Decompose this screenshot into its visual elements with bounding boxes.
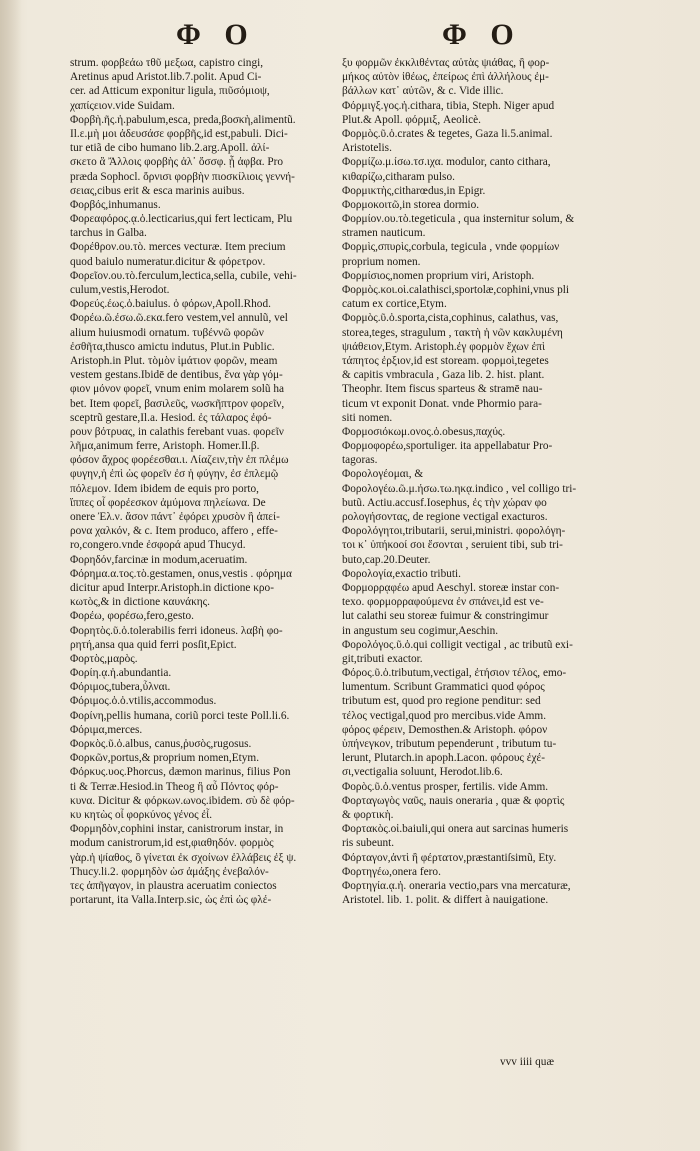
text-line: Φορμίον.ου.τὸ.tegeticula , qua insternitur solum, &: [342, 213, 575, 226]
text-line: μήκος αὐτὸν ἰθέως, ἐπείρως ἐπὶ ἀλλήλους ἐμ-: [342, 71, 549, 84]
text-line: Φορολογέω.ῶ.μ.ήσω.τω.ηκᾳ.indico , vel colligo tri-: [342, 482, 577, 495]
text-line: Φορολόγητοι,tributarii, serui,ministri. φορολόγη-: [342, 525, 566, 538]
text-line: ti & Terræ.Hesiod.in Theog ἢ αὖ Πόντος φόρ-: [70, 780, 279, 793]
text-line: ἐσθῆτα,thusco amictu indutus, Plut.in Public.: [70, 340, 275, 353]
text-line: Φόρος.ῦ.ὁ.tributum,vectigal, ἐτήσιον τέλος, emo-: [342, 667, 567, 680]
running-head-right: Φ Ο: [442, 18, 522, 51]
text-line: Φόρμιγξ.γος.ἡ.cithara, tibia, Steph. Niger apud: [342, 99, 555, 112]
text-line: Φορμοφορέω,sportuliger. ita appellabatur Pro-: [342, 440, 553, 453]
text-line: Φορμηδὸν,cophini instar, canistrorum instar, in: [70, 823, 284, 836]
text-line: catum ex cortice,Etym.: [342, 298, 447, 311]
left-column: [70, 56, 332, 907]
text-line: Φορκῶν,portus,& proprium nomen,Etym.: [70, 752, 260, 765]
text-line: Φορεύς.έως.ὁ.baiulus. ὁ φόρων,Apoll.Rhod.: [70, 298, 271, 311]
text-line: ρολογήσοντας, de regione vectigal exacturos.: [342, 511, 548, 523]
text-line: & φορτικὴ.: [342, 808, 394, 821]
signature-catchword: vvv iiii quæ: [500, 1056, 554, 1068]
text-line: λῆμα,animum ferre, Aristoph. Homer.Il.β.: [70, 440, 260, 453]
text-line: tarchus in Galba.: [70, 227, 147, 240]
text-line: storea,teges, stragulum , τακτὴ ἡ νῶν κακλυμένη: [342, 326, 563, 339]
text-line: φόσον ἄχρος φορέεσθαι.ι. Λίαζειν,τὴν ἐπ πλέμω: [70, 454, 289, 467]
right-column: [342, 56, 622, 907]
text-line: Φορμοκοιτῶ,in storea dormio.: [342, 198, 480, 211]
running-head-left: Φ Ο: [176, 18, 256, 51]
text-line: ris subeunt.: [342, 837, 395, 850]
text-line: ἵππες οἷ φορέεσκον ἀμύμονα πηλείωνα. De: [70, 496, 266, 509]
text-line: Aristoph.in Plut. τὸμὸν ἱμάτιον φορῶν, meam: [70, 354, 278, 367]
text-line: Il.ε.μὴ μοι ἀδευσάσε φορβῆς,id est,pabuli. Dici-: [70, 127, 288, 140]
text-line: Φορμὸς.ῦ.ὁ.crates & tegetes, Gaza li.5.animal.: [342, 127, 553, 140]
text-line: Φορταγωγὸς ναῦς, nauis oneraria , quæ & φορτὶς: [342, 794, 565, 807]
text-line: χαπίςειον.vide Suidam.: [70, 99, 175, 112]
text-line: Φορέω.ῶ.έσω.ῶ.εκα.fero vestem,vel annulũ, vel: [70, 312, 288, 325]
text-line: lerunt, Plutarch.in apoph.Lacon. φόρους ἐχέ-: [342, 752, 545, 765]
text-line: Φορμὸς.κοι.οὶ.calathisci,sportolæ,cophini,vnus pli: [342, 284, 570, 296]
text-line: quod baiulo numeratur.dicitur & φόρετρον.: [70, 255, 266, 268]
text-line: Φορτακὸς.οἱ.baiuli,qui onera aut sarcinas humeris: [342, 823, 569, 836]
text-line: strum. φορβεάω τθῦ μεξωα, capistro cingi,: [70, 57, 264, 69]
text-line: ξυ φορμῶν ἐκκλιθέντας αὐτὰς ψιάθας, ἢ φορ-: [342, 57, 550, 69]
text-line: Φορτὸς,μαρὸς.: [70, 652, 138, 665]
text-line: Φορμορρᾳφέω apud Aeschyl. storeæ instar con-: [342, 581, 560, 594]
text-line: κυ κητὼς οἷ φορκύνος γένος ἐἶ.: [70, 808, 213, 821]
text-line: Φορὸς.ῦ.ὁ.ventus prosper, fertilis. vide Amm.: [342, 780, 549, 793]
text-line: ψιάθειον,Etym. Aristoph.ἐγ φορμὸν ἔχων ἐπὶ: [342, 340, 546, 353]
text-line: Aristotelis.: [342, 142, 392, 155]
text-line: Φόριμα,merces.: [70, 723, 143, 736]
text-line: Φορμοσιόκωμ.ονος.ὁ.obesus,παχύς.: [342, 425, 506, 438]
text-line: φυγην,ἡ ἐπὶ ὡς φορεῖν ἐσ ἡ φύγην, ἐσ ἐπλεμῷ: [70, 468, 279, 481]
text-line: culum,vestis,Herodot.: [70, 284, 170, 296]
text-line: in angustum seu cogimur,Aeschin.: [342, 624, 499, 637]
text-line: præda Sophocl. ὄρνισι φορβὴν πιοσκίλιοις γεννή-: [70, 170, 295, 183]
text-line: Φορβὴ.ῆς.ἡ.pabulum,esca, preda,βοσκὴ,alimentũ.: [70, 113, 296, 126]
text-line: σκετο ἃ Ἄλλοις φορβὴς ἀλ᾽ ὄσσφ. ᾖ ἀφβα. Pro: [70, 156, 284, 169]
text-line: γὰρ.ἡ ψίαθος, ὃ γίνεται ἐκ σχοίνων ἐλλάβεις ἐξ ψ.: [70, 851, 297, 864]
text-line: texo. φορμορραφούμενα ἐν σπάνει,id est ve-: [342, 596, 544, 609]
text-line: proprium nomen.: [342, 255, 421, 268]
text-line: Φόρταγον,ἀντὶ ἢ φέρτατον,præstantiſsimũ, Ety.: [342, 851, 557, 864]
text-line: lut calathi seu storeæ fuimur & constringimur: [342, 610, 549, 623]
text-line: σι,vectigalia soluunt, Herodot.lib.6.: [342, 766, 503, 779]
text-line: πόλεμον. Idem ibidem de equis pro porto,: [70, 482, 259, 495]
text-line: ρουν βότρυας, in calathis ferebant vuas. φορεῖν: [70, 425, 284, 438]
text-line: Φορίη.ᾳ.ἡ.abundantia.: [70, 667, 172, 680]
text-line: Φορεῖον.ου.τὸ.ferculum,lectica,sella, cubile, vehi-: [70, 269, 297, 282]
text-line: Φορίνη,pellis humana, coriũ porci teste Poll.li.6.: [70, 709, 290, 722]
text-line: git,tributi exactor.: [342, 652, 423, 665]
text-line: Φορολόγος.ῦ.ὁ.qui colligit vectigal , ac tributũ exi-: [342, 638, 573, 651]
text-line: Φορβός,inhumanus.: [70, 198, 161, 211]
text-line: Φορτηγία.ᾳ.ἡ. oneraria vectio,pars vna mercaturæ,: [342, 879, 571, 892]
text-line: Theophr. Item fiscus sparteus & stramē nau-: [342, 383, 543, 396]
text-line: Φορμίζω.μ.ίσω.τσ.ιχα. modulor, canto cithara,: [342, 156, 551, 169]
text-line: τοι κ᾽ ὑπήκοοί σοι ἔσονται , seruient tibi, sub tri-: [342, 539, 563, 552]
text-line: Φόρημα.α.τος.τὸ.gestamen, onus,vestis . φόρημα: [70, 567, 292, 580]
text-line: ro,congero.vnde ἐσφορά apud Thucyd.: [70, 539, 246, 552]
text-line: ticum vt exponit Donat. vnde Phormio para-: [342, 397, 542, 410]
text-line: κιθαρίζω,citharam pulso.: [342, 170, 455, 183]
text-line: ρονα χαλκόν, & c. Item produco, affero , effe-: [70, 525, 278, 538]
text-line: Φορέω, φορέσω,fero,gesto.: [70, 610, 194, 623]
text-line: Φορμικτὴς,citharœdus,in Epigr.: [342, 184, 486, 197]
text-line: sceptrũ gestare,Il.a. Hesiod. ἐς τάλαρος ἐφό-: [70, 411, 272, 424]
text-line: Φορηδόν,farcinæ in modum,aceruatim.: [70, 553, 248, 566]
text-line: stramen nauticum.: [342, 227, 426, 240]
text-line: tributum est, quod pro regione penditur: sed: [342, 695, 541, 708]
text-line: butũ. Actiu.accusf.Iosephus, ἐς τὴν χώραν φο: [342, 496, 547, 509]
text-line: Φόριμος,tubera,ὗλναι.: [70, 681, 171, 694]
text-line: Φορμὸς.ῦ.ὁ.sporta,cista,cophinus, calathus, vas,: [342, 312, 559, 325]
text-line: Φορολογέομαι, &: [342, 468, 424, 481]
text-line: Φορεαφόρος.ᾳ.ὁ.lecticarius,qui fert lecticam, Plu: [70, 213, 293, 226]
text-line: Aristotel. lib. 1. polit. & differt à nauigatione.: [342, 894, 549, 907]
text-line: Φορκὸς.ῦ.ὁ.albus, canus,ῥυσὸς,rugosus.: [70, 738, 252, 750]
text-line: ρητή,ansa qua quid ferri posſit,Epict.: [70, 638, 237, 651]
text-line: Φορέθρον.ου.τὸ. merces vecturæ. Item precium: [70, 241, 286, 254]
text-line: κωτὸς,& in dictione καυνάκης.: [70, 596, 210, 609]
text-line: Φόρκυς.υος.Phorcus, dæmon marinus, filius Pon: [70, 766, 291, 779]
text-line: τάπητος ἐρξιον,id est stoream. φορμοὶ,tegetes: [342, 354, 549, 367]
text-line: τες ἀπῆγαγον, in plaustra aceruatim coniectos: [70, 879, 277, 892]
text-line: Φόριμος.ὁ.ὁ.vtilis,accommodus.: [70, 695, 217, 708]
text-line: lumentum. Scribunt Grammatici quod φόρος: [342, 681, 545, 694]
text-line: φόρος φέρειν, Demosthen.& Aristoph. φόρον: [342, 723, 548, 736]
text-line: bet. Item φορεῖ, βασιλεῦς, νωσκῆπτρον φορεῖν,: [70, 397, 285, 410]
text-line: ὑπήνεγκον, tributum pependerunt , tributum tu-: [342, 738, 557, 750]
text-line: Plut.& Apoll. φόρμιξ, Aeolicè.: [342, 113, 481, 126]
text-line: cer. ad Atticum exponitur ligula, πιῦσόμιοψ,: [70, 85, 270, 98]
text-line: σειας,cibus erit & esca marinis auibus.: [70, 184, 245, 197]
text-line: alium huiusmodi ornatum. τυβέννῶ φορῶν: [70, 326, 264, 339]
text-line: βάλλων κατ᾽ αὐτῶν, & c. Vide illic.: [342, 85, 504, 98]
text-line: Φορητὸς.ῦ.ὁ.tolerabilis ferri idoneus. λαβὴ φο-: [70, 624, 283, 637]
text-line: Φορμὶς,σπυρὶς,corbula, tegicula , vnde φορμίων: [342, 241, 560, 254]
text-line: Aretinus apud Aristot.lib.7.polit. Apud Ci-: [70, 71, 262, 84]
text-line: Φορτηγέω,onera fero.: [342, 865, 441, 878]
text-line: Φορολογία,exactio tributi.: [342, 567, 461, 580]
text-line: tagoras.: [342, 454, 378, 467]
text-line: tur etiã de cibo humano lib.2.arg.Apoll. ἀλί-: [70, 142, 270, 155]
text-line: & capitis vmbracula , Gaza lib. 2. hist. plant.: [342, 369, 545, 382]
text-line: Thucy.li.2. φορμηδὸν ὡσ ἀμάξης ἐνεβαλόν-: [70, 865, 269, 878]
text-line: buto,cap.20.Deuter.: [342, 553, 431, 566]
text-line: τέλος vectigal,quod pro mercibus.vide Amm.: [342, 709, 547, 722]
text-line: siti nomen.: [342, 411, 393, 424]
text-line: modum canistrorum,id est,φιαθηδόν. φορμὸς: [70, 837, 274, 850]
binding-gutter-shadow: [0, 0, 22, 1151]
text-line: dicitur apud Interpr.Aristoph.in dictione κρο-: [70, 581, 274, 594]
text-line: κυνα. Dicitur & φόρκων.ωνος.ibidem. σὺ δὲ φόρ-: [70, 794, 295, 807]
text-line: Φορμίσιος,nomen proprium viri, Aristoph.: [342, 269, 535, 282]
text-line: portarunt, ita Valla.Interp.sic, ὡς ἐπὶ ὡς φλέ-: [70, 894, 272, 907]
text-line: vestem gestans.Ibidē de dentibus, ἕνα γὰρ γόμ-: [70, 369, 283, 382]
text-line: φιον μόνον φορεῖ, vnum enim molarem solũ ha: [70, 383, 285, 396]
text-line: onere Ἐλ.ν. ἄσον πάντ᾽ ἐφόρει χρυσὸν ἢ ἀπεί-: [70, 511, 280, 523]
